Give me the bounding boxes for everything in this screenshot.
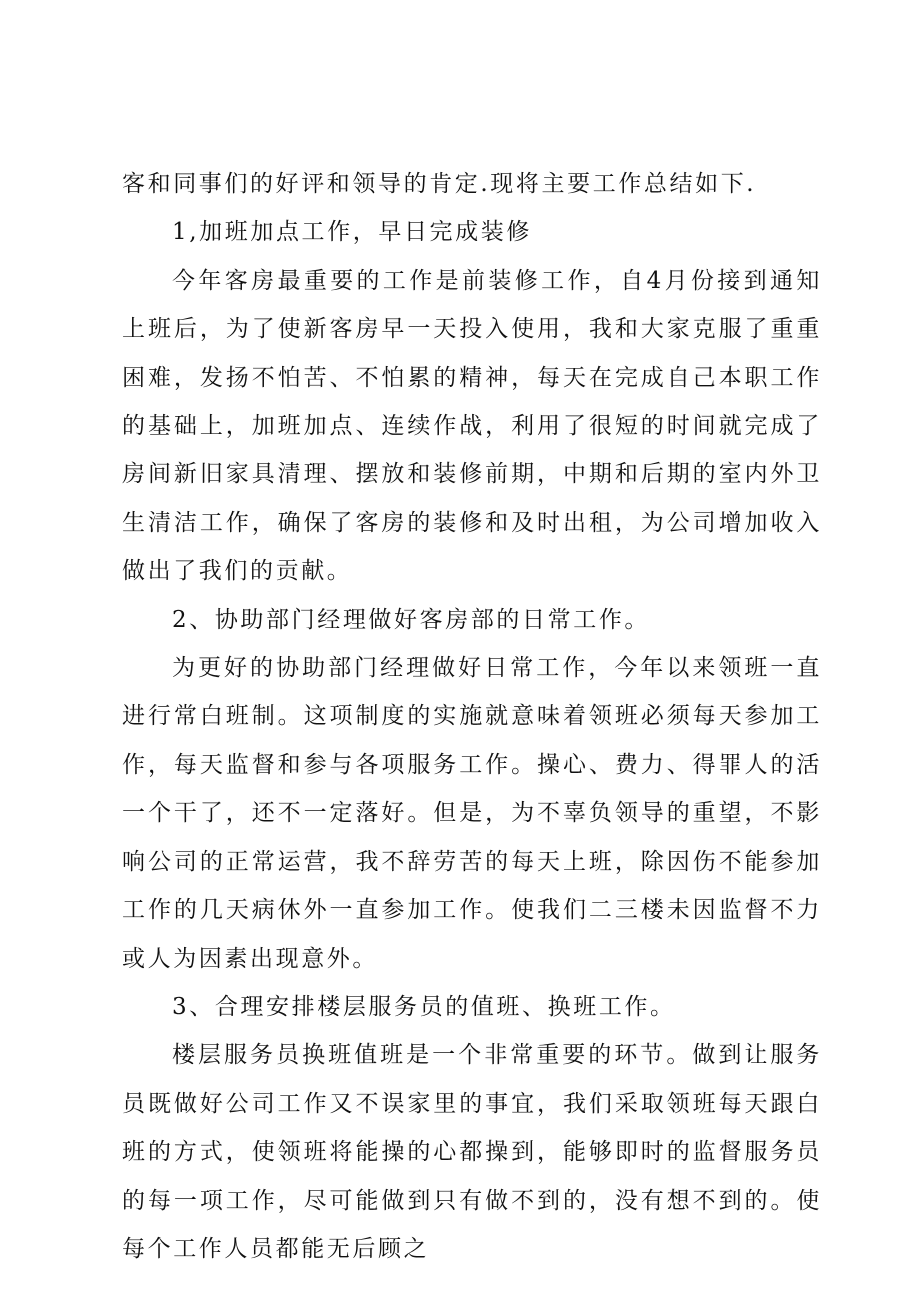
paragraph-shift-arrangement: 楼层服务员换班值班是一个非常重要的环节。做到让服务员既做好公司工作又不误家里的事宜，我们采取领班每天跟白班的方式，使领班将能操的心都操到，能够即时的监督服务员的每一项工作，尽可能做到只有做不到的，没有想不到的。使每个工作人员都能无后顾之 <box>122 1042 822 1262</box>
document-body <box>122 160 822 1273</box>
paragraph-intro-continuation: 客和同事们的好评和领导的肯定.现将主要工作总结如下. <box>122 171 757 197</box>
section-heading-1: 1,加班加点工作，早日完成装修 <box>172 219 532 246</box>
section-heading-2: 2、协助部门经理做好客房部的日常工作。 <box>172 606 651 633</box>
section-heading-3: 3、合理安排楼层服务员的值班、换班工作。 <box>172 993 676 1020</box>
paragraph-renovation: 今年客房最重要的工作是前装修工作，自4月份接到通知上班后，为了使新客房早一天投入使用，我和大家克服了重重困难，发扬不怕苦、不怕累的精神，每天在完成自己本职工作的基础上，加班加点、连续作战，利用了很短的时间就完成了房间新旧家具清理、摆放和装修前期，中期和后期的室内外卫生清洁工作，确保了客房的装修和及时出租，为公司增加收入做出了我们的贡献。 <box>122 267 822 585</box>
paragraph-daily-work: 为更好的协助部门经理做好日常工作，今年以来领班一直进行常白班制。这项制度的实施就意味着领班必须每天参加工作，每天监督和参与各项服务工作。操心、费力、得罪人的活一个干了，还不一定落好。但是，为不辜负领导的重望，不影响公司的正常运营，我不辞劳苦的每天上班，除因伤不能参加工作的几天病休外一直参加工作。使我们二三楼未因监督不力或人为因素出现意外。 <box>122 655 822 972</box>
